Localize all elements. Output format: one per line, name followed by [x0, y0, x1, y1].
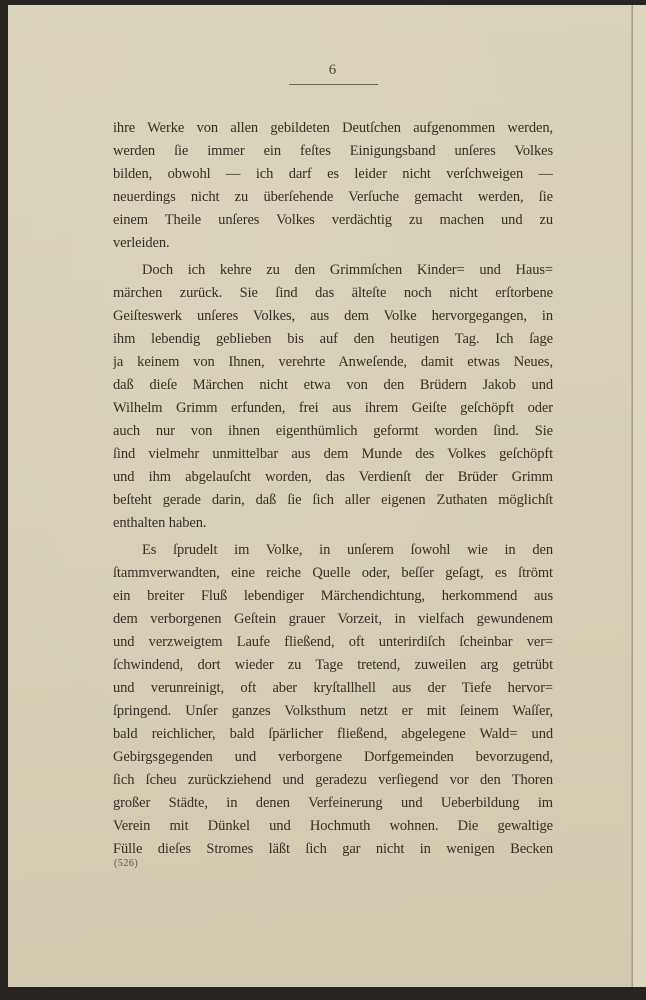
text-line: daß dieſe Märchen nicht etwa von den Brüdern Jakob und [113, 377, 553, 393]
text-line: und ihm abgelauſcht worden, das Verdienſt der Brüder Grimm [113, 469, 553, 485]
text-line: enthalten haben. [113, 515, 207, 531]
text-line: und verunreinigt, oft aber kryſtallhell aus der Tiefe hervor= [113, 680, 553, 696]
page-header [113, 62, 553, 85]
text-line: dem verborgenen Geſtein grauer Vorzeit, in vielfach gewundenem [113, 611, 553, 627]
text-line: Fülle dieſes Stromes läßt ſich gar nicht in wenigen Becken [113, 841, 553, 857]
paper-edge-strip [633, 5, 646, 987]
text-line: einem Theile unſeres Volkes verdächtig zu machen und zu [113, 212, 553, 228]
text-line: märchen zurück. Sie ſind das älteſte noch nicht erſtorbene [113, 285, 553, 301]
text-line: ſchwindend, dort wieder zu Tage tretend, zuweilen arg getrübt [113, 657, 553, 673]
paper-sheet [8, 5, 646, 987]
text-line: ſind vielmehr unmittelbar aus dem Munde des Volkes geſchöpft [113, 446, 553, 462]
text-line: beſteht gerade darin, daß ſie ſich aller eigenen Zuthaten möglichſt [113, 492, 553, 508]
paper-crease-line [631, 5, 633, 987]
page-number-rule [289, 84, 378, 85]
paragraph [113, 539, 553, 861]
body-text [113, 117, 553, 861]
text-line: ihm lebendig geblieben bis auf den heutigen Tag. Ich ſage [113, 331, 553, 347]
text-line: auch nur von ihnen eigenthümlich geformt worden ſind. Sie [113, 423, 553, 439]
text-line: Geiſteswerk unſeres Volkes, aus dem Volke hervorgegangen, in [113, 308, 553, 324]
text-line: Doch ich kehre zu den Grimmſchen Kinder= und Haus= [142, 262, 553, 278]
paragraph [113, 259, 553, 535]
text-line: großer Städte, in denen Verfeinerung und Ueberbildung im [113, 795, 553, 811]
text-line: ein breiter Fluß lebendiger Märchendichtung, herkommend aus [113, 588, 553, 604]
text-line: und verzweigtem Laufe fließend, oft unterirdiſch ſcheinbar ver= [113, 634, 553, 650]
text-line: ſich ſcheu zurückziehend und geradezu verſiegend vor den Thoren [113, 772, 553, 788]
text-line: ſpringend. Unſer ganzes Volksthum netzt er mit ſeinem Waſſer, [113, 703, 553, 719]
text-line: Es ſprudelt im Volke, in unſerem ſowohl wie in den [142, 542, 553, 558]
text-line: Wilhelm Grimm erfunden, frei aus ihrem Geiſte geſchöpft oder [113, 400, 553, 416]
text-line: neuerdings nicht zu überſehende Verſuche gemacht werden, ſie [113, 189, 553, 205]
text-line: ihre Werke von allen gebildeten Deutſchen aufgenommen werden, [113, 120, 553, 136]
text-line: Gebirgsgegenden und verborgene Dorfgemeinden bevorzugend, [113, 749, 553, 765]
text-line: bald reichlicher, bald ſpärlicher fließend, abgelegene Wald= und [113, 726, 553, 742]
text-line: ſtammverwandten, eine reiche Quelle oder, beſſer geſagt, es ſtrömt [113, 565, 553, 581]
paragraph [113, 117, 553, 255]
text-line: ja keinem von Ihnen, verehrte Anweſende, damit etwas Neues, [113, 354, 553, 370]
text-line: werden ſie immer ein feſtes Einigungsband unſeres Volkes [113, 143, 553, 159]
print-signature: (526) [114, 858, 139, 869]
text-line: bilden, obwohl — ich darf es leider nicht verſchweigen — [113, 166, 553, 182]
text-line: Verein mit Dünkel und Hochmuth wohnen. Die gewaltige [113, 818, 553, 834]
text-line: verleiden. [113, 235, 170, 251]
page-number: 6 [328, 62, 338, 78]
